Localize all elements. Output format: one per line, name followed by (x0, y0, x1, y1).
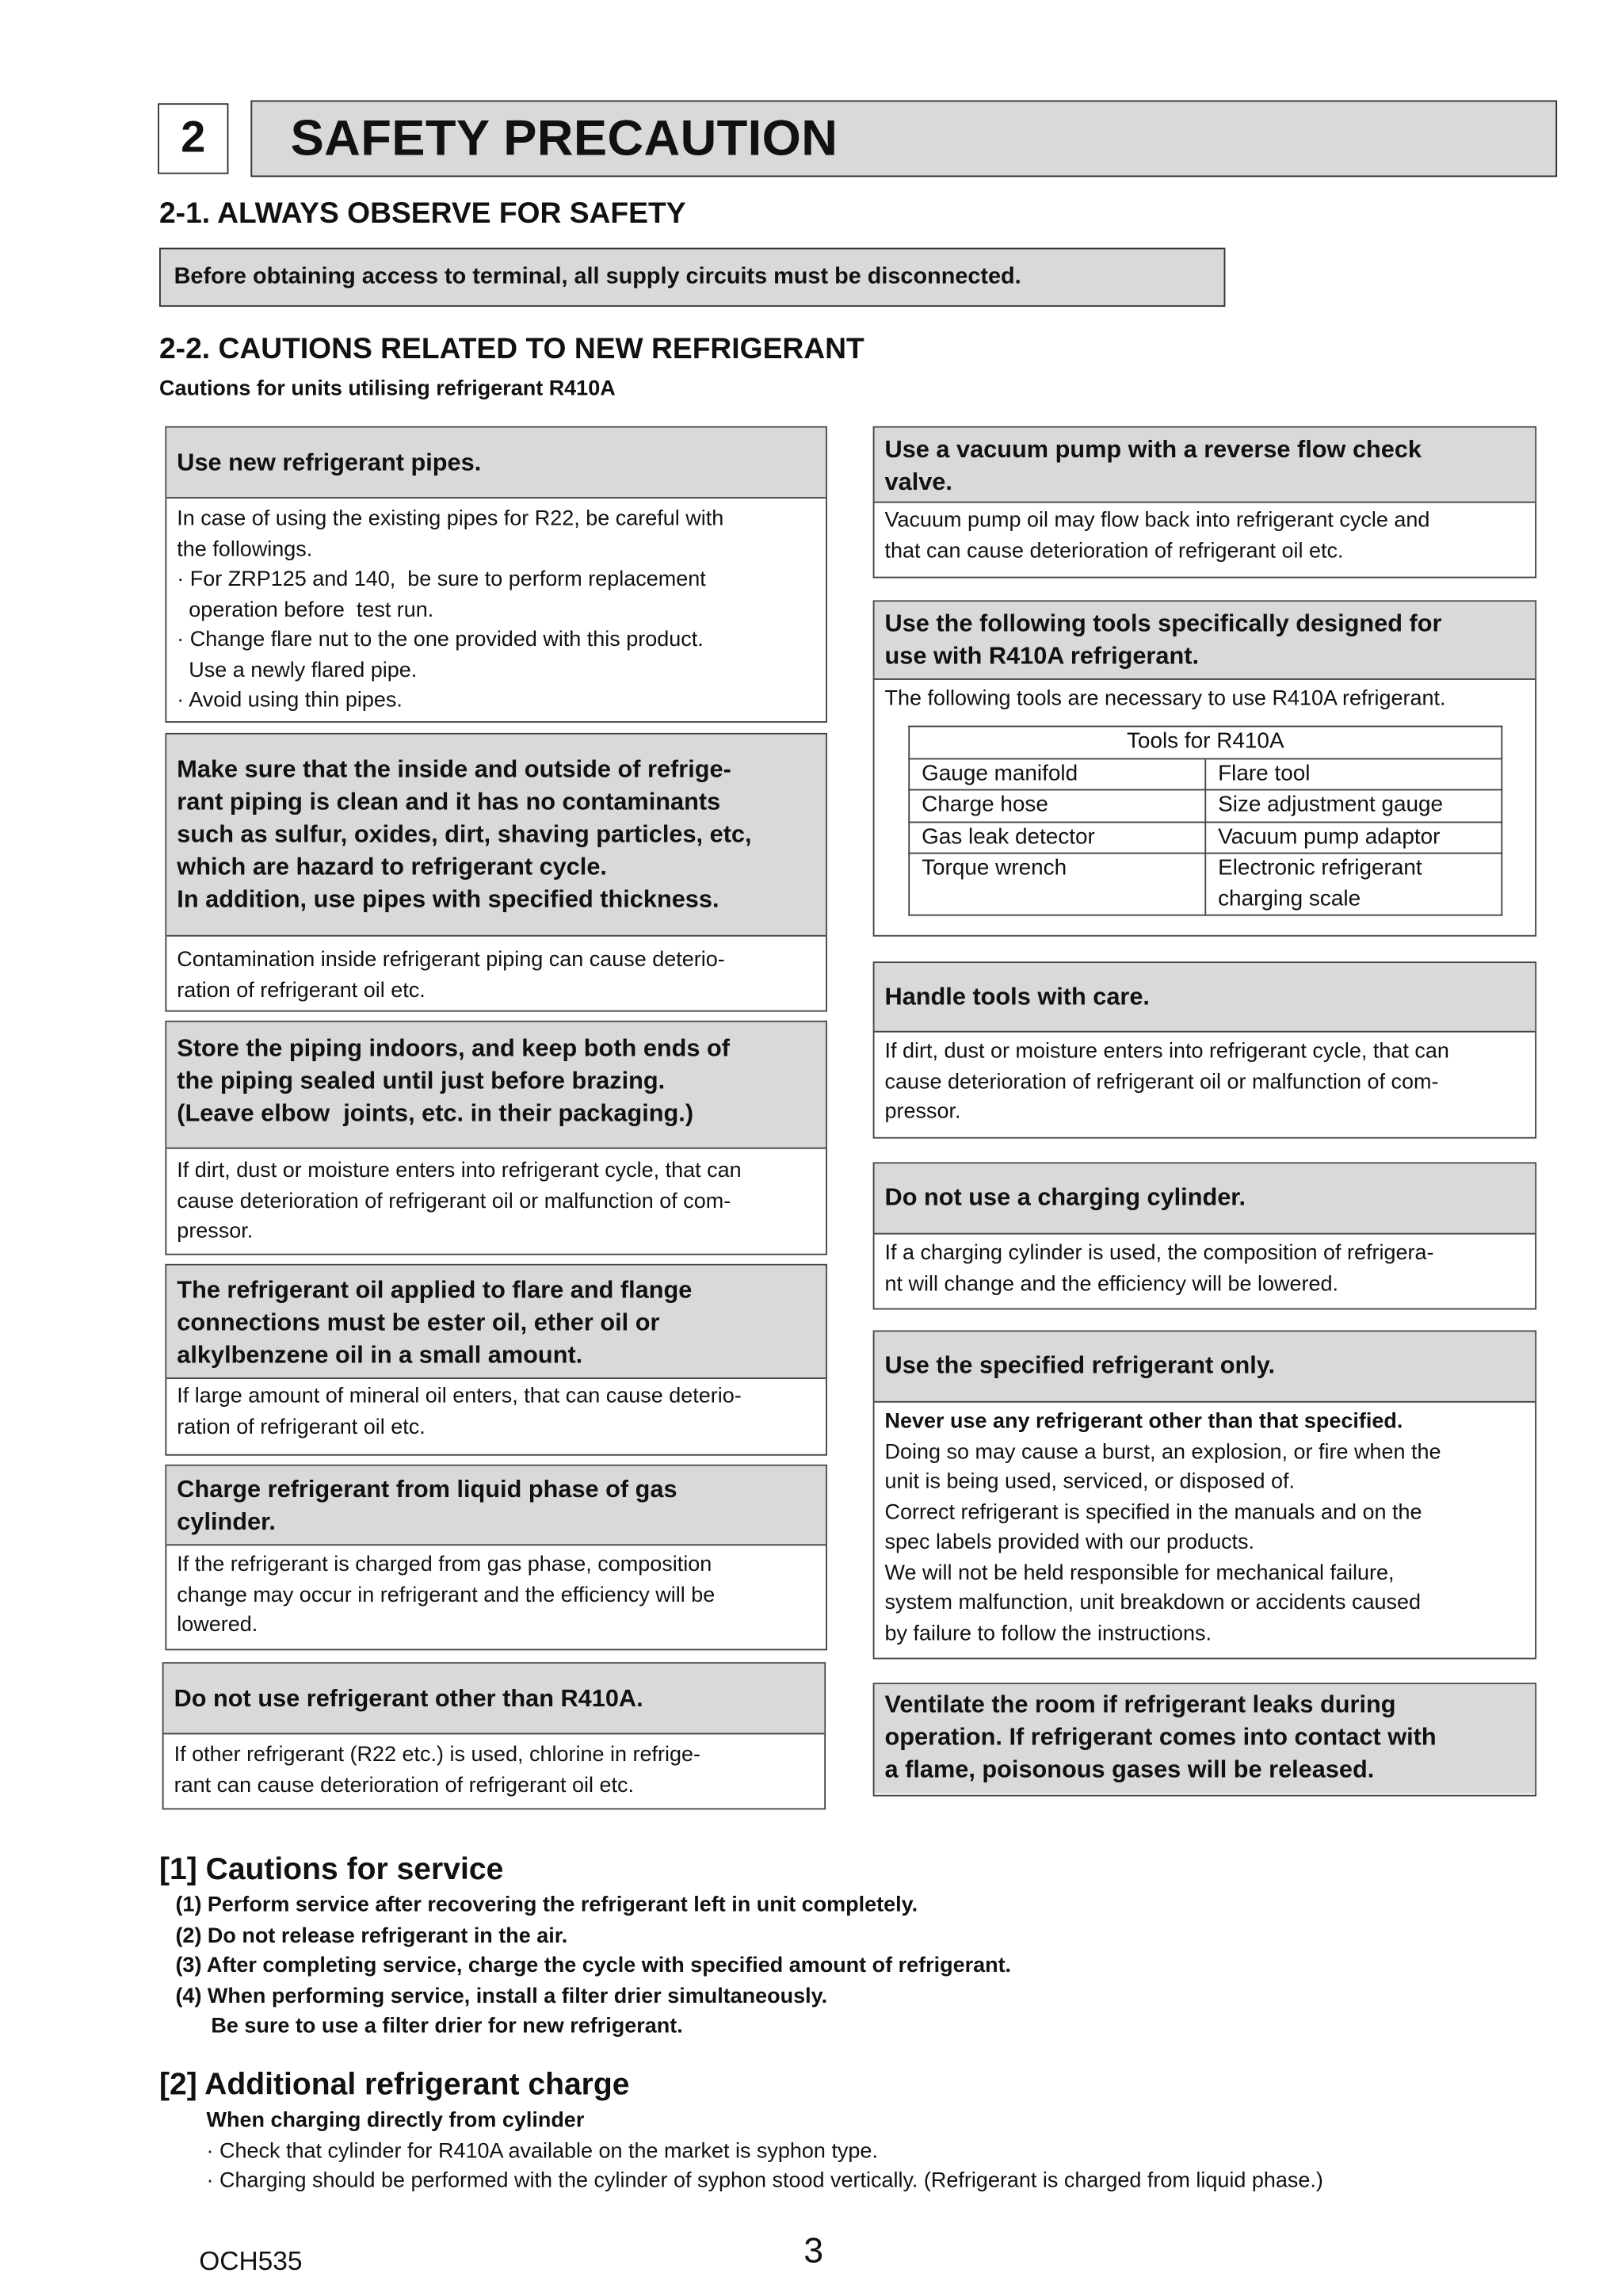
tool-cell: Size adjustment gauge (1205, 790, 1502, 822)
caution-title: Do not use a charging cylinder. (875, 1163, 1536, 1234)
tool-cell: Electronic refrigerant charging scale (1205, 854, 1502, 915)
heading-additional-charge: [2] Additional refrigerant charge (158, 2067, 630, 2102)
caution-body: If a charging cylinder is used, the composition of refrigera- nt will change and the efficiency will be lowered. (884, 1241, 1434, 1296)
caution-card (873, 1162, 1536, 1309)
caution-title: Use a vacuum pump with a reverse flow check valve. (875, 428, 1536, 503)
caution-title: Do not use refrigerant other than R410A. (164, 1664, 825, 1734)
tools-table (908, 726, 1502, 916)
caution-body: Vacuum pump oil may flow back into refrigerant cycle and that can cause deterioration of refrigerant oil etc. (884, 509, 1430, 563)
section-number: 2 (158, 103, 228, 174)
list-item: (1) Perform service after recovering the refrigerant left in unit completely. (175, 1893, 918, 1918)
caution-card (165, 426, 827, 723)
caution-title: Use the following tools specifically designed for use with R410A refrigerant. (875, 602, 1536, 680)
caution-body: Never use any refrigerant other than that specified. Doing so may cause a burst, an explosion, or fire when the unit is being used, serviced, or disposed of. Correct refrigerant is specified in the manuals and on the spec labels provided with our products. We will not be held responsible for mechanical failure, system malfunction, unit breakdown or accidents caused by failure to follow the instructions. (884, 1410, 1441, 1645)
heading-always-observe: 2-1. ALWAYS OBSERVE FOR SAFETY (158, 197, 686, 231)
caution-title: The refrigerant oil applied to flare and flange connections must be ester oil, ether oil or alkylbenzene oil in a small amount. (166, 1266, 826, 1379)
tool-cell: Gauge manifold (909, 758, 1205, 790)
tool-cell: Gas leak detector (909, 822, 1205, 854)
caution-title: Make sure that the inside and outside of refrige- rant piping is clean and it has no contaminants such as sulfur, oxides, dirt, shaving particles, etc, which are hazard to refrigerant cycle. In addition, use pipes with specified thickness. (166, 735, 826, 937)
list-item: · Check that cylinder for R410A available on the market is syphon type. (206, 2139, 878, 2164)
caution-body: If dirt, dust or moisture enters into refrigerant cycle, that can cause deterioration of refrigerant oil or malfunction of com- pressor. (884, 1039, 1449, 1125)
caution-card (873, 961, 1536, 1138)
caution-title: Handle tools with care. (875, 963, 1536, 1032)
caution-card (165, 1021, 827, 1255)
document-code: OCH535 (199, 2246, 303, 2276)
caution-card (162, 1662, 826, 1809)
caution-body: If other refrigerant (R22 etc.) is used, chlorine in refrige- rant can cause deterioration of refrigerant oil etc. (174, 1743, 700, 1797)
caution-body: The following tools are necessary to use R410A refrigerant. (884, 687, 1446, 711)
heading-new-refrigerant: 2-2. CAUTIONS RELATED TO NEW REFRIGERANT (158, 333, 864, 366)
charge-list (207, 2106, 1323, 2196)
list-item: (2) Do not release refrigerant in the air. (175, 1924, 568, 1948)
caution-card (165, 1465, 827, 1650)
caution-body: Contamination inside refrigerant piping can cause deterio- ration of refrigerant oil etc. (177, 948, 725, 1003)
charge-subheading: When charging directly from cylinder (206, 2109, 585, 2133)
caution-title: Use new refrigerant pipes. (166, 428, 826, 499)
caution-body: In case of using the existing pipes for R22, be careful with the followings. · For ZRP125 and 140, be sure to perform replacement operation before test run. · Change flare nut to the one provided with this product. Use a newly flared pipe. · Avoid using thin pipes. (177, 507, 724, 712)
list-item: (4) When performing service, install a filter drier simultaneously. (175, 1984, 828, 2008)
caution-card (165, 733, 827, 1012)
caution-title: Ventilate the room if refrigerant leaks during operation. If refrigerant comes into contact with a flame, poisonous gases will be released. (875, 1684, 1536, 1794)
caution-card (873, 600, 1536, 936)
caution-body: If large amount of mineral oil enters, that can cause deterio- ration of refrigerant oil etc. (177, 1385, 742, 1439)
service-list (175, 1891, 1011, 2042)
tools-table-grid (908, 726, 1502, 916)
list-item: · Charging should be performed with the cylinder of syphon stood vertically. (Refrigerant is charged from liquid phase.) (206, 2169, 1323, 2194)
tool-cell: Flare tool (1205, 758, 1502, 790)
heading-cautions-service: [1] Cautions for service (158, 1852, 504, 1887)
list-item: Be sure to use a filter drier for new refrigerant. (175, 2014, 683, 2038)
tool-cell: Vacuum pump adaptor (1205, 822, 1502, 854)
caution-body: If dirt, dust or moisture enters into refrigerant cycle, that can cause deterioration of refrigerant oil or malfunction of com- pressor. (177, 1159, 742, 1244)
list-item: (3) After completing service, charge the cycle with specified amount of refrigerant. (175, 1954, 1012, 1978)
tool-cell: Charge hose (909, 790, 1205, 822)
caution-card (873, 426, 1536, 579)
caution-card (873, 1331, 1536, 1660)
caution-title: Store the piping indoors, and keep both ends of the piping sealed until just before brazing. (Leave elbow joints, etc. in their packaging.) (166, 1022, 826, 1149)
page-number: 3 (803, 2231, 824, 2271)
section-title: SAFETY PRECAUTION (250, 101, 1557, 178)
caution-card (873, 1683, 1536, 1796)
subheading-r410a: Cautions for units utilising refrigerant R410A (158, 377, 616, 402)
safety-notice: Before obtaining access to terminal, all supply circuits must be disconnected. (159, 248, 1225, 307)
caution-title: Charge refrigerant from liquid phase of gas cylinder. (166, 1466, 826, 1545)
tools-table-caption: Tools for R410A (909, 726, 1502, 758)
caution-body: If the refrigerant is charged from gas phase, composition change may occur in refrigerant and the efficiency will be lowered. (177, 1553, 716, 1637)
tool-cell: Torque wrench (909, 854, 1205, 915)
caution-title: Use the specified refrigerant only. (875, 1331, 1536, 1402)
caution-card (165, 1264, 827, 1456)
